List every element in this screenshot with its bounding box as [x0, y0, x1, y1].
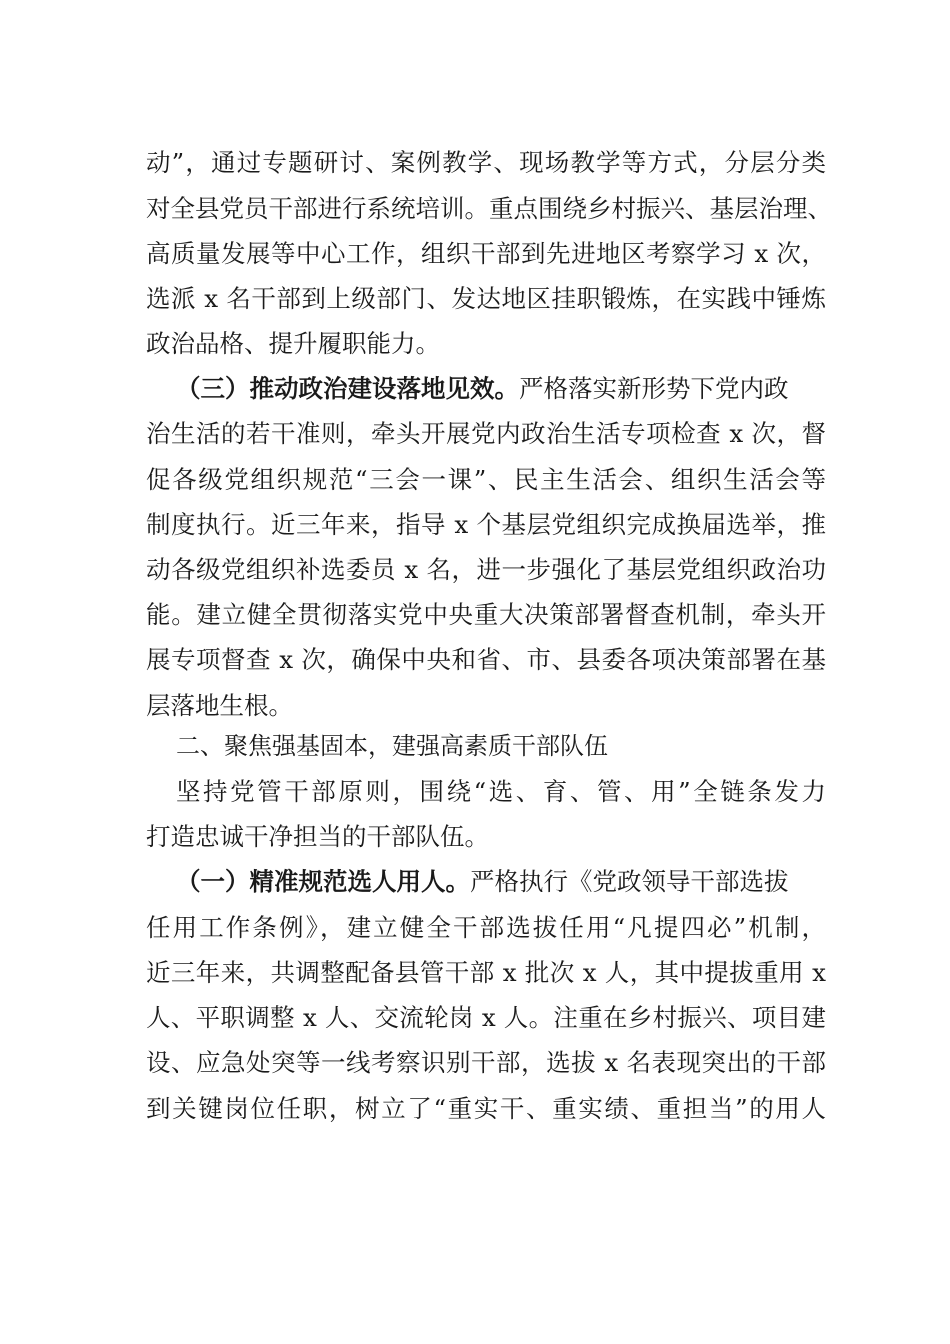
body-line: 任用工作条例》，建立健全干部选拔任用“凡提四必”机制， [146, 913, 826, 942]
body-line: 到关键岗位任职，树立了“重实干、重实绩、重担当”的用人 [146, 1094, 826, 1123]
body-line: 对全县党员干部进行系统培训。重点围绕乡村振兴、基层治理、 [146, 194, 832, 223]
body-line: 治生活的若干准则，牵头开展党内政治生活专项检查 x 次，督 [146, 419, 826, 448]
body-line: 打造忠诚干净担当的干部队伍。 [146, 822, 489, 851]
body-line: 政治品格、提升履职能力。 [146, 329, 440, 358]
body-line: 人、平职调整 x 人、交流轮岗 x 人。注重在乡村振兴、项目建 [146, 1003, 826, 1032]
body-line: 展专项督查 x 次，确保中央和省、市、县委各项决策部署在基 [146, 645, 826, 674]
body-line: 促各级党组织规范“三会一课”、民主生活会、组织生活会等 [146, 465, 826, 494]
body-line: 动各级党组织补选委员 x 名，进一步强化了基层党组织政治功 [146, 555, 826, 584]
body-line: 层落地生根。 [146, 691, 293, 720]
section-heading-2: 二、聚焦强基固本，建强高素质干部队伍 [176, 732, 608, 760]
body-line: 能。建立健全贯彻落实党中央重大决策部署督查机制，牵头开 [146, 600, 826, 629]
body-line: 近三年来，共调整配备县管干部 x 批次 x 人，其中提拔重用 x [146, 958, 826, 987]
body-line: 高质量发展等中心工作，组织干部到先进地区考察学习 x 次， [146, 239, 826, 268]
section-3-heading: （三）推动政治建设落地见效。 [176, 374, 519, 403]
section-3-first-line [176, 369, 826, 409]
section-1-heading: （一）精准规范选人用人。 [176, 867, 470, 896]
body-line: 设、应急处突等一线考察识别干部，选拔 x 名表现突出的干部 [146, 1048, 826, 1077]
section-1-text: 严格执行《党政领导干部选拔 [470, 867, 789, 896]
body-line: 动”，通过专题研讨、案例教学、现场教学等方式，分层分类 [146, 148, 826, 177]
body-line: 制度执行。近三年来，指导 x 个基层党组织完成换届选举，推 [146, 510, 826, 539]
section-1-first-line [176, 862, 826, 902]
section-3-text: 严格落实新形势下党内政 [519, 374, 789, 403]
body-line: 选派 x 名干部到上级部门、发达地区挂职锻炼，在实践中锤炼 [146, 284, 826, 313]
body-line: 坚持党管干部原则，围绕“选、育、管、用”全链条发力 [176, 777, 826, 806]
